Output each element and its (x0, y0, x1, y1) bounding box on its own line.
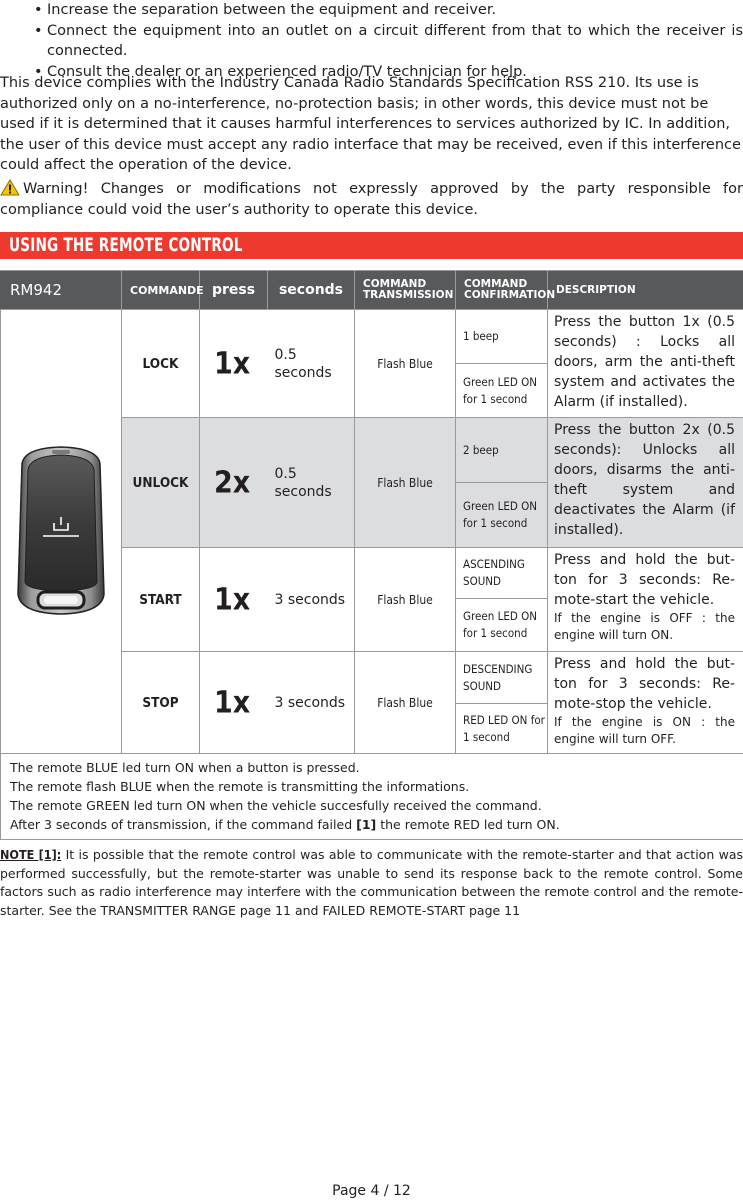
press-duration: 0.5 seconds (268, 310, 355, 418)
section-title: USING THE REMOTE CONTROL (9, 235, 243, 256)
confirmation-led: Green LED ON for 1 second (456, 364, 548, 418)
footnote-label: NOTE [1]: (0, 847, 62, 862)
led-notes (1, 754, 743, 840)
header-commande: COMMANDE (122, 271, 200, 310)
command-description: Press and hold the but-ton for 3 seconds: Re-mote-stop the vehicle. If the engine is ON : the engine will turn OFF. (548, 652, 743, 754)
header-model: RM942 (1, 271, 122, 310)
engine-note: If the engine is OFF : the engine will turn ON. (554, 611, 735, 642)
warning-triangle-icon (0, 179, 20, 196)
list-item: • Consult the dealer or an experienced radio/TV technician for help. (34, 63, 527, 80)
press-duration: 3 seconds (268, 652, 355, 754)
compliance-paragraph: This device complies with the Industry Canada Radio Standards Specification RSS 210. Its use is authorized only on a no-interference, no-protection basis; in other words, this device must not be used if it is determined that it causes harmful interferences to services authorized by IC. In addition, the user of this device must accept any radio interface that may be received, even if this interference could affect the operation of the device. (0, 75, 741, 173)
led-note: The remote flash BLUE when the remote is transmitting the informations. (10, 779, 470, 794)
transmission-signal: Flash Blue (355, 548, 456, 652)
press-count: 1x (200, 548, 268, 652)
page-number: Page 4 / 12 (332, 1183, 411, 1199)
transmission-signal: Flash Blue (355, 652, 456, 754)
engine-note: If the engine is ON : the engine will turn OFF. (554, 715, 735, 746)
press-duration: 3 seconds (268, 548, 355, 652)
command-lock: LOCK (122, 310, 200, 418)
confirmation-sound: 2 beep (456, 418, 548, 483)
press-count: 2x (200, 418, 268, 548)
confirmation-sound: DESCENDING SOUND (456, 652, 548, 704)
table-notes-row (1, 754, 743, 840)
transmission-signal: Flash Blue (355, 310, 456, 418)
confirmation-sound: 1 beep (456, 310, 548, 364)
command-unlock: UNLOCK (122, 418, 200, 548)
section-header (0, 232, 743, 259)
remote-command-table (0, 270, 743, 840)
table-row (1, 310, 743, 364)
transmission-signal: Flash Blue (355, 418, 456, 548)
press-count: 1x (200, 652, 268, 754)
table-header-row (1, 271, 743, 310)
list-item: • Increase the separation between the equipment and receiver. (34, 2, 497, 18)
command-description: Press the button 1x (0.5 seconds) : Locks all doors, arm the anti-theft system and activates the Alarm (if installed). (548, 310, 743, 418)
confirmation-led: RED LED ON for 1 second (456, 704, 548, 754)
command-description: Press and hold the but-ton for 3 seconds: Re-mote-start the vehicle. If the engine is OFF : the engine will turn ON. (548, 548, 743, 652)
note-reference: [1] (356, 817, 377, 832)
press-count: 1x (200, 310, 268, 418)
header-transmission: COMMAND TRANSMISSION (355, 271, 456, 310)
header-confirmation: COMMAND CONFIRMATION (456, 271, 548, 310)
remote-image-cell (1, 310, 122, 754)
confirmation-led: Green LED ON for 1 second (456, 599, 548, 652)
header-press: press (200, 271, 268, 310)
list-item: • Connect the equipment into an outlet on a circuit different from that to which the receiver is connected. (34, 22, 743, 59)
command-start: START (122, 548, 200, 652)
warning-paragraph: Warning! Changes or modifications not expressly approved by the party responsible for compliance could void the user’s authority to operate this device. (0, 181, 743, 218)
led-note: The remote GREEN led turn ON when the vehicle succesfully received the command. (10, 798, 542, 813)
footnote: NOTE [1]: It is possible that the remote control was able to communicate with the remote-starter and that action was performed successfully, but the remote-starter was unable to send its response back to the remote control. Some factors such as radio interference may interfere with the communication between the remote control and the remote-starter. See the TRANSMITTER RANGE page 11 and FAILED REMOTE-START page 11 (0, 847, 743, 918)
led-note: After 3 seconds of transmission, if the command failed [1] the remote RED led turn ON. (10, 817, 560, 832)
press-duration: 0.5 seconds (268, 418, 355, 548)
led-note: The remote BLUE led turn ON when a button is pressed. (10, 760, 360, 775)
confirmation-sound: ASCENDING SOUND (456, 548, 548, 599)
remote-control-illustration (14, 444, 108, 616)
bullet-list (34, 0, 743, 82)
confirmation-led: Green LED ON for 1 second (456, 483, 548, 548)
header-seconds: seconds (268, 271, 355, 310)
command-description: Press the button 2x (0.5 seconds): Unlocks all doors, disarms the anti-theft system and deactivates the Alarm (if installed). (548, 418, 743, 548)
command-stop: STOP (122, 652, 200, 754)
header-description: DESCRIPTION (548, 271, 743, 310)
